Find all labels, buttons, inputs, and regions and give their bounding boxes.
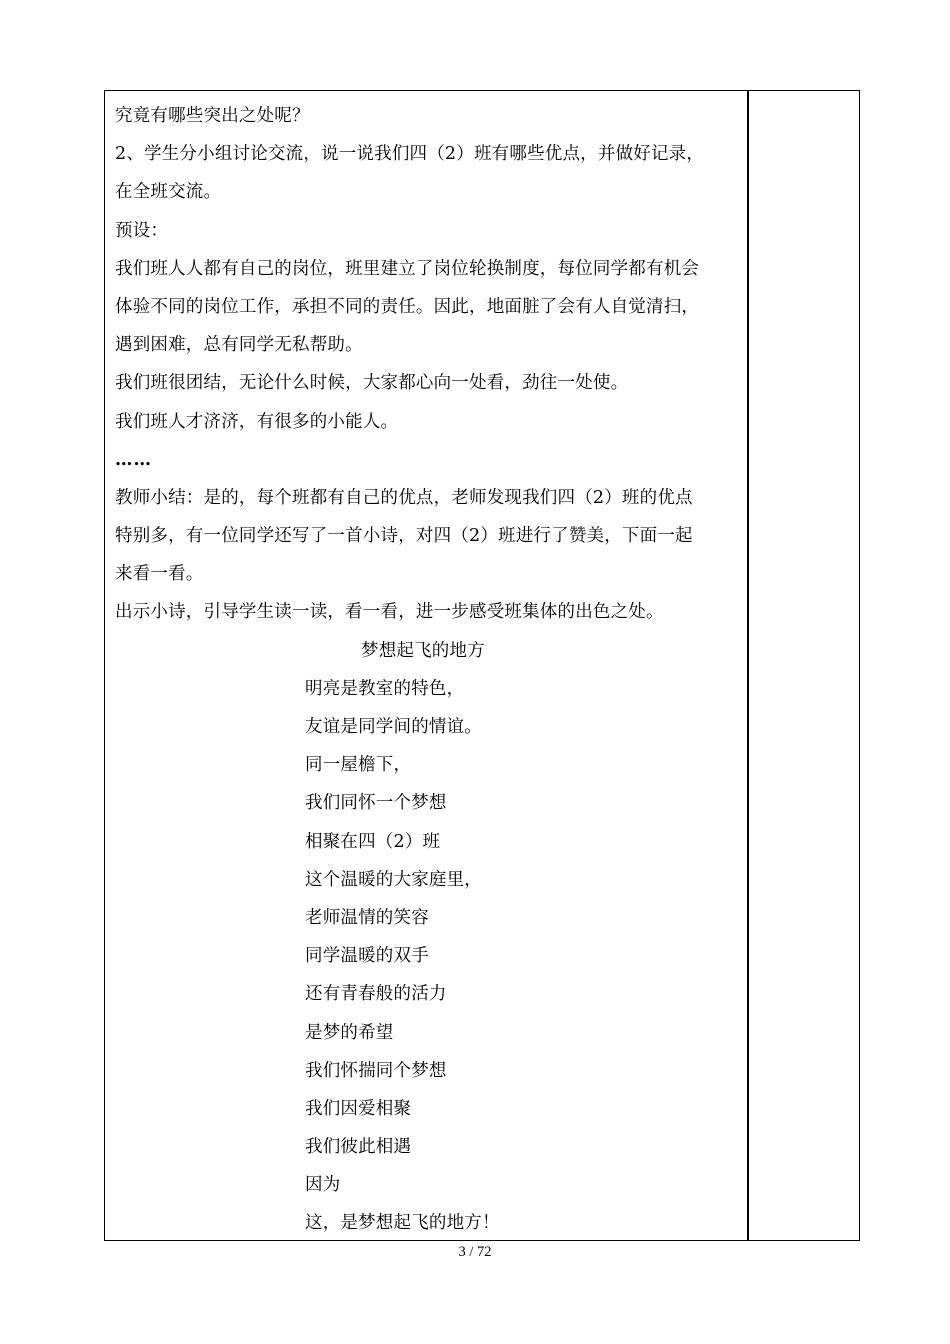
paragraph: 教师小结：是的，每个班都有自己的优点，老师发现我们四（2）班的优点 — [115, 487, 693, 508]
poem-title: 梦想起飞的地方 — [361, 640, 485, 661]
page-number: 3 / 72 — [458, 1244, 492, 1260]
paragraph: 我们班很团结，无论什么时候，大家都心向一处看，劲往一处使。 — [115, 373, 629, 394]
poem-line: 我们因爱相聚 — [305, 1098, 412, 1119]
column-divider — [747, 91, 749, 1240]
poem-line: 这个温暖的大家庭里， — [305, 869, 482, 890]
main-cell — [115, 97, 745, 1243]
paragraph: 出示小诗，引导学生读一读，看一看，进一步感受班集体的出色之处。 — [115, 602, 664, 623]
poem-line: 同学温暖的双手 — [305, 946, 429, 967]
paragraph: 预设： — [115, 220, 169, 241]
paragraph: 在全班交流。 — [115, 182, 222, 203]
lesson-table — [104, 90, 860, 1241]
poem-line: 老师温情的笑容 — [305, 907, 429, 928]
paragraph: 遇到困难，总有同学无私帮助。 — [115, 335, 363, 356]
poem-line: 是梦的希望 — [305, 1022, 394, 1043]
poem-line: 这，是梦想起飞的地方！ — [305, 1213, 500, 1234]
poem-line: 我们彼此相遇 — [305, 1137, 412, 1158]
poem-line: 同一屋檐下， — [305, 755, 412, 776]
paragraph: 来看一看。 — [115, 564, 204, 585]
paragraph: 体验不同的岗位工作，承担不同的责任。因此，地面脏了会有人自觉清扫， — [115, 296, 700, 317]
poem-line: 友谊是同学间的情谊。 — [305, 717, 482, 737]
poem-line: 因为 — [305, 1175, 341, 1196]
poem-line: 我们怀揣同个梦想 — [305, 1060, 447, 1081]
paragraph: 特别多，有一位同学还写了一首小诗，对四（2）班进行了赞美，下面一起 — [115, 526, 693, 547]
paragraph: 我们班人人都有自己的岗位，班里建立了岗位轮换制度，每位同学都有机会 — [115, 258, 700, 279]
poem-line: 相聚在四（2）班 — [305, 831, 441, 852]
paragraph: 究竟有哪些突出之处呢？ — [115, 106, 310, 126]
paragraph: 我们班人才济济，有很多的小能人。 — [115, 411, 399, 432]
poem-line: 还有青春般的活力 — [305, 984, 447, 1005]
poem-line: 我们同怀一个梦想 — [305, 793, 447, 814]
poem-line: 明亮是教室的特色， — [305, 678, 465, 699]
paragraph: 2、学生分小组讨论交流，说一说我们四（2）班有哪些优点，并做好记录， — [115, 144, 705, 165]
ellipsis: …… — [115, 449, 152, 470]
